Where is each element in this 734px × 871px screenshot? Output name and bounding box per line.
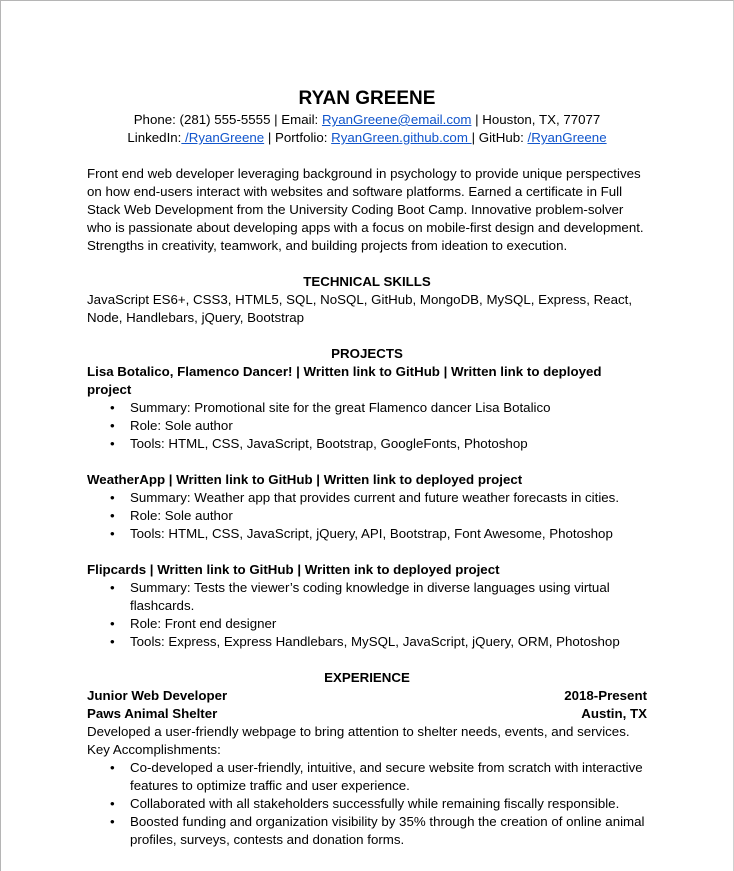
portfolio-label: | Portfolio:	[264, 130, 332, 145]
project-bullets	[87, 399, 647, 453]
phone-label: Phone:	[133, 112, 180, 127]
job-dates: 2018-Present	[564, 688, 647, 703]
accomplishment-bullet: • Co-developed a user-friendly, intuitive, and secure website from scratch with interactive features to optimize traffic and user experience.	[130, 759, 647, 795]
experience-heading: EXPERIENCE	[324, 670, 410, 685]
project-bullets	[87, 579, 647, 651]
project-bullet: • Role: Front end designer	[130, 615, 647, 633]
job-description: Developed a user-friendly webpage to bring attention to shelter needs, events, and services.	[87, 724, 630, 739]
project-bullet: • Tools: HTML, CSS, JavaScript, Bootstrap, GoogleFonts, Photoshop	[130, 435, 647, 453]
contact-line-1	[87, 111, 647, 129]
linkedin-link[interactable]: /RyanGreene	[181, 130, 265, 145]
project-bullet: • Summary: Weather app that provides current and future weather forecasts in cities.	[130, 489, 647, 507]
project-title: Flipcards | Written link to GitHub | Written ink to deployed project	[87, 562, 500, 577]
skills-text: JavaScript ES6+, CSS3, HTML5, SQL, NoSQL, GitHub, MongoDB, MySQL, Express, React, Node, Handlebars, jQuery, Bootstrap	[87, 292, 633, 325]
project-bullets	[87, 489, 647, 543]
project-bullet: • Summary: Tests the viewer’s coding knowledge in diverse languages using virtual flashcards.	[130, 579, 647, 615]
company-name: Paws Animal Shelter	[87, 706, 218, 721]
github-link[interactable]: /RyanGreene	[527, 130, 607, 145]
portfolio-link[interactable]: RyanGreen.github.com	[331, 130, 472, 145]
linkedin-label: LinkedIn:	[127, 130, 182, 145]
project-bullet: • Role: Sole author	[130, 507, 647, 525]
skills-heading: TECHNICAL SKILLS	[303, 274, 431, 289]
accomplishments-label: Key Accomplishments:	[87, 742, 221, 757]
company-row	[87, 705, 647, 723]
projects-heading: PROJECTS	[331, 346, 403, 361]
project-bullet: • Summary: Promotional site for the great Flamenco dancer Lisa Botalico	[130, 399, 647, 417]
project-title: WeatherApp | Written link to GitHub | Written link to deployed project	[87, 472, 523, 487]
email-label: | Email:	[270, 112, 322, 127]
candidate-name: RYAN GREENE	[298, 88, 436, 109]
project-item	[87, 561, 647, 651]
github-label: | GitHub:	[471, 130, 528, 145]
location: | Houston, TX, 77077	[471, 112, 601, 127]
accomplishment-bullets	[87, 759, 647, 849]
project-item	[87, 471, 647, 543]
accomplishment-bullet: • Boosted funding and organization visibility by 35% through the creation of online animal profiles, surveys, contests and donation forms.	[130, 813, 647, 849]
project-title: Lisa Botalico, Flamenco Dancer! | Written link to GitHub | Written link to deployed project	[87, 364, 602, 397]
phone-number: (281) 555-5555	[179, 112, 271, 127]
accomplishment-bullet: • Collaborated with all stakeholders successfully while remaining fiscally responsible.	[130, 795, 647, 813]
professional-summary: Front end web developer leveraging background in psychology to provide unique perspectives on how end-users interact with websites and software platforms. Earned a certificate in Full Stack Web Development from the University Coding Boot Camp. Innovative problem-solver who is passionate about developing apps with a focus on mobile-first design and development. Strengths in creativity, teamwork, and building projects from ideation to execution.	[87, 166, 644, 253]
email-link[interactable]: RyanGreene@email.com	[321, 112, 472, 127]
project-item	[87, 363, 647, 453]
job-title-row	[87, 687, 647, 705]
resume-content	[87, 87, 647, 849]
project-bullet: • Tools: Express, Express Handlebars, MySQL, JavaScript, jQuery, ORM, Photoshop	[130, 633, 647, 651]
contact-line-2	[87, 129, 647, 147]
project-bullet: • Role: Sole author	[130, 417, 647, 435]
project-bullet: • Tools: HTML, CSS, JavaScript, jQuery, API, Bootstrap, Font Awesome, Photoshop	[130, 525, 647, 543]
job-title: Junior Web Developer	[87, 688, 228, 703]
company-location: Austin, TX	[581, 706, 647, 721]
